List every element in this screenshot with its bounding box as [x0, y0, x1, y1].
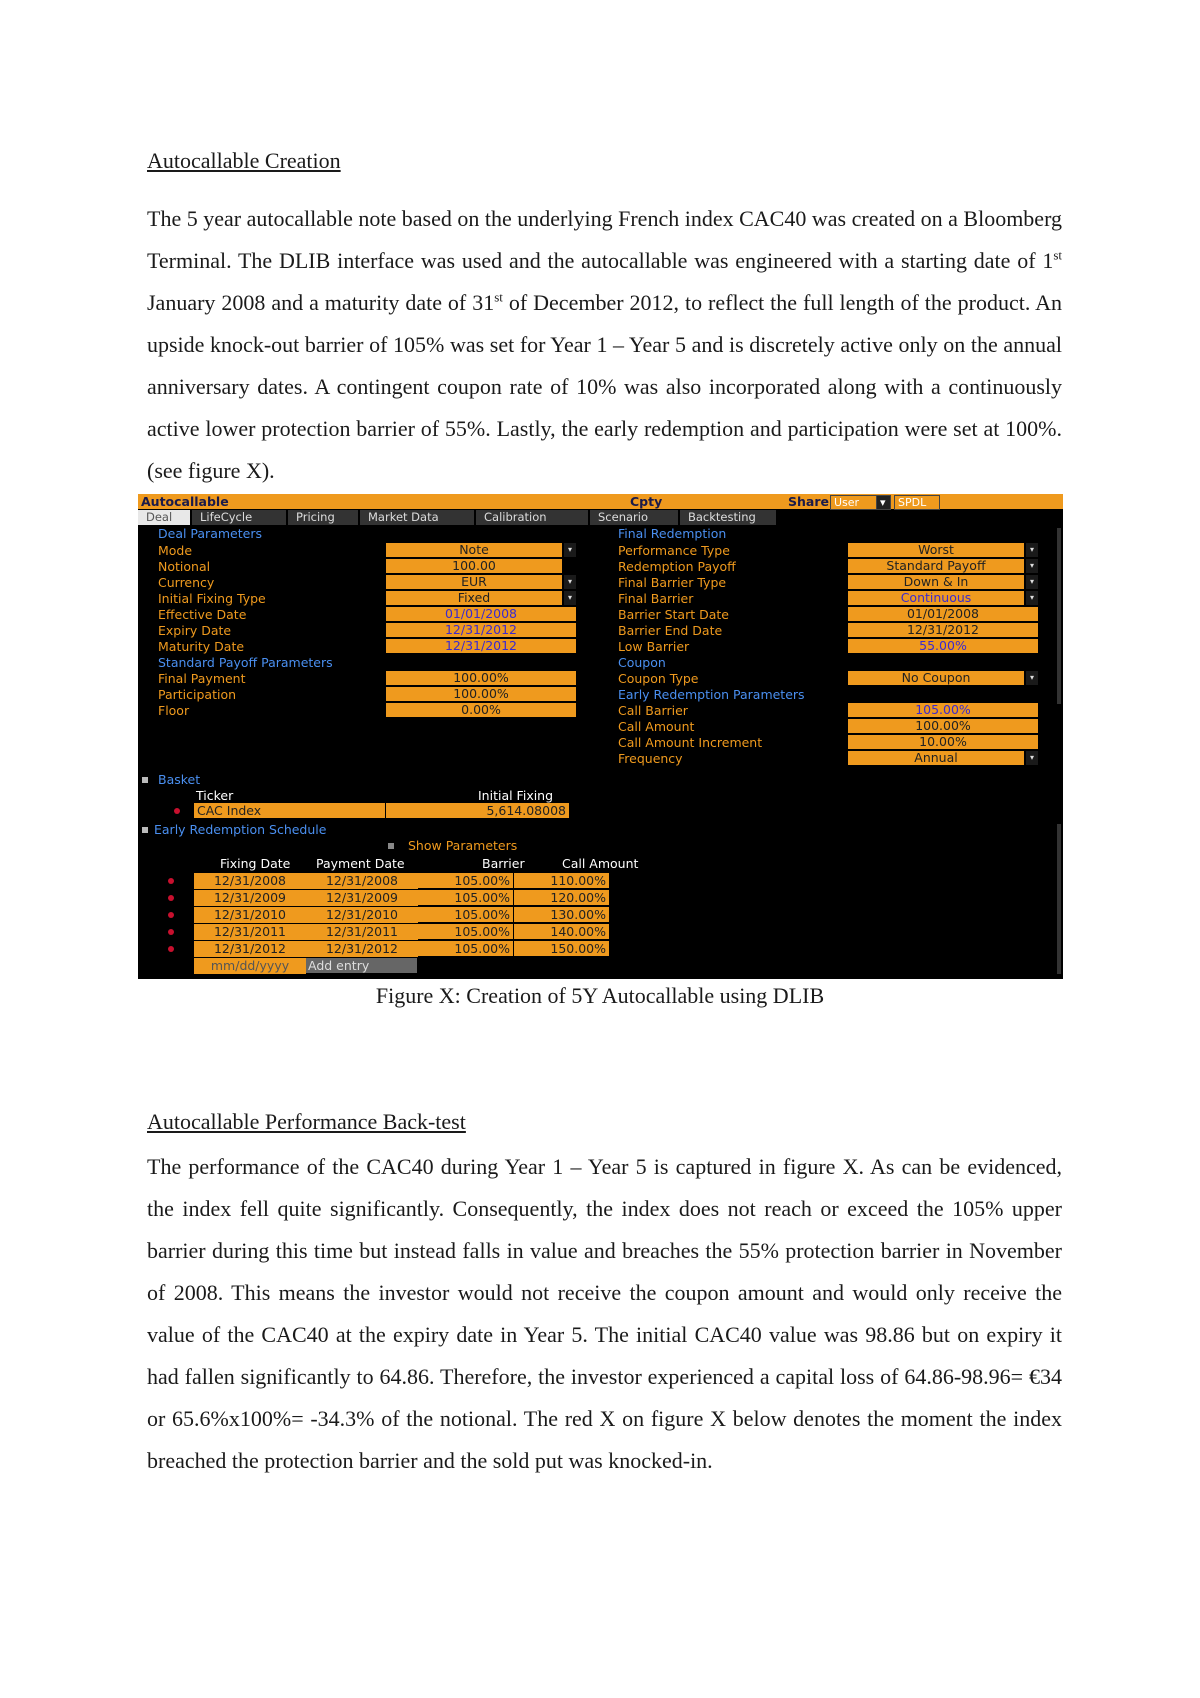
initial-fixing-type-label: Initial Fixing Type — [158, 591, 266, 606]
currency-dropdown-icon[interactable]: ▾ — [564, 575, 576, 590]
tab-lifecycle[interactable]: LifeCycle — [192, 510, 288, 525]
backtest-paragraph: The performance of the CAC40 during Year 1 – Year 5 is captured in figure X. As can be evidenced, the index fell quite significantly. Consequently, the index does not reach or exceed the 105% upper barrier during this time but instead falls in value and breaches the 55% protection barrier in November of 2008. This means the investor would not receive the coupon amount and would only receive the value of the CAC40 at the expiry date in Year 5. The initial CAC40 value was 98.86 but on expiry it had fallen significantly to 64.86. Therefore, the investor experienced a capital loss of 64.86-98.96= €34 or 65.6%x100%= -34.3% of the notional. The red X on figure X below denotes the moment the index breached the protection barrier and the sold put was knocked-in. — [147, 1154, 1062, 1473]
section-heading-creation: Autocallable Creation — [147, 148, 341, 173]
final-barrier-type-dropdown-icon[interactable]: ▾ — [1026, 575, 1038, 590]
spdl-field[interactable]: SPDL — [894, 495, 940, 510]
section-heading-backtest: Autocallable Performance Back-test — [147, 1109, 466, 1134]
call-barrier-label: Call Barrier — [618, 703, 688, 718]
floor-label: Floor — [158, 703, 190, 718]
final-payment-field[interactable]: 100.00% — [386, 671, 576, 686]
schedule-row-marker-icon[interactable] — [168, 946, 174, 952]
share-label: Share — [788, 494, 829, 509]
schedule-heading: Early Redemption Schedule — [154, 822, 327, 837]
maturity-date-field[interactable]: 12/31/2012 — [386, 639, 576, 654]
tab-bar — [138, 510, 1063, 526]
deal-parameters-heading: Deal Parameters — [158, 526, 262, 541]
maturity-date-label: Maturity Date — [158, 639, 245, 654]
call-barrier-field[interactable]: 105.00% — [848, 703, 1038, 718]
call-amount-cell[interactable]: 110.00% — [514, 873, 610, 889]
final-barrier-type-label: Final Barrier Type — [618, 575, 727, 590]
payment-date-header: Payment Date — [316, 856, 405, 871]
floor-field[interactable]: 0.00% — [386, 703, 576, 718]
final-barrier-label: Final Barrier — [618, 591, 694, 606]
ticker-header: Ticker — [196, 788, 234, 803]
coupon-type-select[interactable]: No Coupon — [848, 671, 1024, 686]
call-amount-increment-field[interactable]: 10.00% — [848, 735, 1038, 750]
call-amount-header: Call Amount — [562, 856, 639, 871]
fixing-date-header: Fixing Date — [220, 856, 291, 871]
low-barrier-field[interactable]: 55.00% — [848, 639, 1038, 654]
coupon-type-dropdown-icon[interactable]: ▾ — [1026, 671, 1038, 686]
performance-type-select[interactable]: Worst — [848, 543, 1024, 558]
barrier-start-date-label: Barrier Start Date — [618, 607, 729, 622]
mode-label: Mode — [158, 543, 193, 558]
fixing-date-cell[interactable]: 12/31/2008 — [194, 873, 307, 890]
payment-date-cell[interactable]: 12/31/2010 — [306, 907, 419, 924]
upper-scrollbar[interactable] — [1057, 528, 1061, 704]
tab-pricing[interactable]: Pricing — [288, 510, 360, 525]
barrier-cell[interactable]: 105.00% — [418, 890, 514, 906]
initial-fixing-header: Initial Fixing — [478, 788, 554, 803]
barrier-cell[interactable]: 105.00% — [418, 924, 514, 940]
notional-field[interactable]: 100.00 — [386, 559, 562, 574]
expiry-date-label: Expiry Date — [158, 623, 232, 638]
call-amount-cell[interactable]: 140.00% — [514, 924, 610, 940]
currency-label: Currency — [158, 575, 215, 590]
redemption-payoff-label: Redemption Payoff — [618, 559, 736, 574]
fixing-date-cell[interactable]: 12/31/2010 — [194, 907, 307, 924]
call-amount-cell[interactable]: 120.00% — [514, 890, 610, 906]
add-entry-button[interactable]: Add entry — [306, 958, 418, 974]
standard-payoff-heading: Standard Payoff Parameters — [158, 655, 333, 670]
payment-date-cell[interactable]: 12/31/2009 — [306, 890, 419, 907]
barrier-cell[interactable]: 105.00% — [418, 941, 514, 957]
lower-scrollbar[interactable] — [1057, 824, 1061, 974]
share-dropdown-icon[interactable]: ▾ — [876, 495, 891, 510]
initial-fixing-type-dropdown-icon[interactable]: ▾ — [564, 591, 576, 606]
redemption-payoff-select[interactable]: Standard Payoff — [848, 559, 1024, 574]
redemption-payoff-dropdown-icon[interactable]: ▾ — [1026, 559, 1038, 574]
final-payment-label: Final Payment — [158, 671, 246, 686]
call-amount-cell[interactable]: 150.00% — [514, 941, 610, 957]
tab-backtesting[interactable]: Backtesting — [680, 510, 778, 525]
payment-date-cell[interactable]: 12/31/2012 — [306, 941, 419, 958]
terminal-title: Autocallable — [141, 494, 229, 509]
final-barrier-type-select[interactable]: Down & In — [848, 575, 1024, 590]
barrier-header: Barrier — [482, 856, 525, 871]
tab-calibration[interactable]: Calibration — [476, 510, 590, 525]
share-select[interactable]: User — [830, 495, 878, 510]
call-amount-cell[interactable]: 130.00% — [514, 907, 610, 923]
tab-scenario[interactable]: Scenario — [590, 510, 680, 525]
barrier-end-date-label: Barrier End Date — [618, 623, 723, 638]
effective-date-field[interactable]: 01/01/2008 — [386, 607, 576, 622]
creation-paragraph: The 5 year autocallable note based on the underlying French index CAC40 was created on a Bloomberg Terminal. The DLIB interface was used and the autocallable was engineered with a starting date of 1st January 2008 and a maturity date of 31st of December 2012, to reflect the full length of the product. An upside knock-out barrier of 105% was set for Year 1 – Year 5 and is discretely active only on the annual anniversary dates. A contingent coupon rate of 10% was also incorporated along with a continuously active lower protection barrier of 55%. Lastly, the early redemption and participation were set at 100%. (see figure X). — [147, 206, 1062, 483]
fixing-date-cell[interactable]: 12/31/2011 — [194, 924, 307, 941]
performance-type-dropdown-icon[interactable]: ▾ — [1026, 543, 1038, 558]
mode-dropdown-icon[interactable]: ▾ — [564, 543, 576, 558]
basket-heading: Basket — [158, 772, 201, 787]
dlib-screenshot — [138, 494, 1063, 979]
barrier-cell[interactable]: 105.00% — [418, 907, 514, 923]
schedule-collapse-icon[interactable] — [142, 827, 148, 833]
participation-label: Participation — [158, 687, 237, 702]
final-barrier-dropdown-icon[interactable]: ▾ — [1026, 591, 1038, 606]
schedule-row-marker-icon[interactable] — [168, 878, 174, 884]
terminal-title-bar — [138, 494, 1063, 509]
payment-date-cell[interactable]: 12/31/2008 — [306, 873, 419, 890]
barrier-cell[interactable]: 105.00% — [418, 873, 514, 889]
show-parameters-button[interactable]: Show Parameters — [408, 838, 518, 853]
initial-fixing-cell[interactable]: 5,614.08008 — [386, 803, 570, 819]
expiry-date-field[interactable]: 12/31/2012 — [386, 623, 576, 638]
coupon-type-label: Coupon Type — [618, 671, 699, 686]
mode-select[interactable]: Note — [386, 543, 562, 558]
barrier-start-date-field[interactable]: 01/01/2008 — [848, 607, 1038, 622]
participation-field[interactable]: 100.00% — [386, 687, 576, 702]
call-amount-field[interactable]: 100.00% — [848, 719, 1038, 734]
initial-fixing-type-select[interactable]: Fixed — [386, 591, 562, 606]
show-parameters-icon[interactable] — [388, 843, 394, 849]
effective-date-label: Effective Date — [158, 607, 247, 622]
final-barrier-select[interactable]: Continuous — [848, 591, 1024, 606]
fixing-date-cell[interactable]: 12/31/2012 — [194, 941, 307, 958]
frequency-select[interactable]: Annual — [848, 751, 1024, 766]
notional-label: Notional — [158, 559, 211, 574]
schedule-row-marker-icon[interactable] — [168, 895, 174, 901]
coupon-heading: Coupon — [618, 655, 666, 670]
schedule-row-marker-icon[interactable] — [168, 912, 174, 918]
frequency-dropdown-icon[interactable]: ▾ — [1026, 751, 1038, 766]
tab-deal[interactable]: Deal — [138, 510, 192, 525]
schedule-row-marker-icon[interactable] — [168, 929, 174, 935]
basket-collapse-icon[interactable] — [142, 777, 148, 783]
cpty-label: Cpty — [630, 494, 663, 509]
tab-market-data[interactable]: Market Data — [360, 510, 476, 525]
low-barrier-label: Low Barrier — [618, 639, 690, 654]
fixing-date-cell[interactable]: 12/31/2009 — [194, 890, 307, 907]
ticker-cell[interactable]: CAC Index — [194, 803, 386, 819]
performance-type-label: Performance Type — [618, 543, 730, 558]
date-entry-input[interactable]: mm/dd/yyyy — [194, 958, 307, 975]
call-amount-increment-label: Call Amount Increment — [618, 735, 763, 750]
basket-row-marker-icon — [174, 808, 180, 814]
currency-select[interactable]: EUR — [386, 575, 562, 590]
frequency-label: Frequency — [618, 751, 683, 766]
barrier-end-date-field[interactable]: 12/31/2012 — [848, 623, 1038, 638]
figure-caption: Figure X: Creation of 5Y Autocallable using DLIB — [375, 983, 825, 1008]
payment-date-cell[interactable]: 12/31/2011 — [306, 924, 419, 941]
call-amount-label: Call Amount — [618, 719, 695, 734]
final-redemption-heading: Final Redemption — [618, 526, 727, 541]
early-redemption-heading: Early Redemption Parameters — [618, 687, 805, 702]
